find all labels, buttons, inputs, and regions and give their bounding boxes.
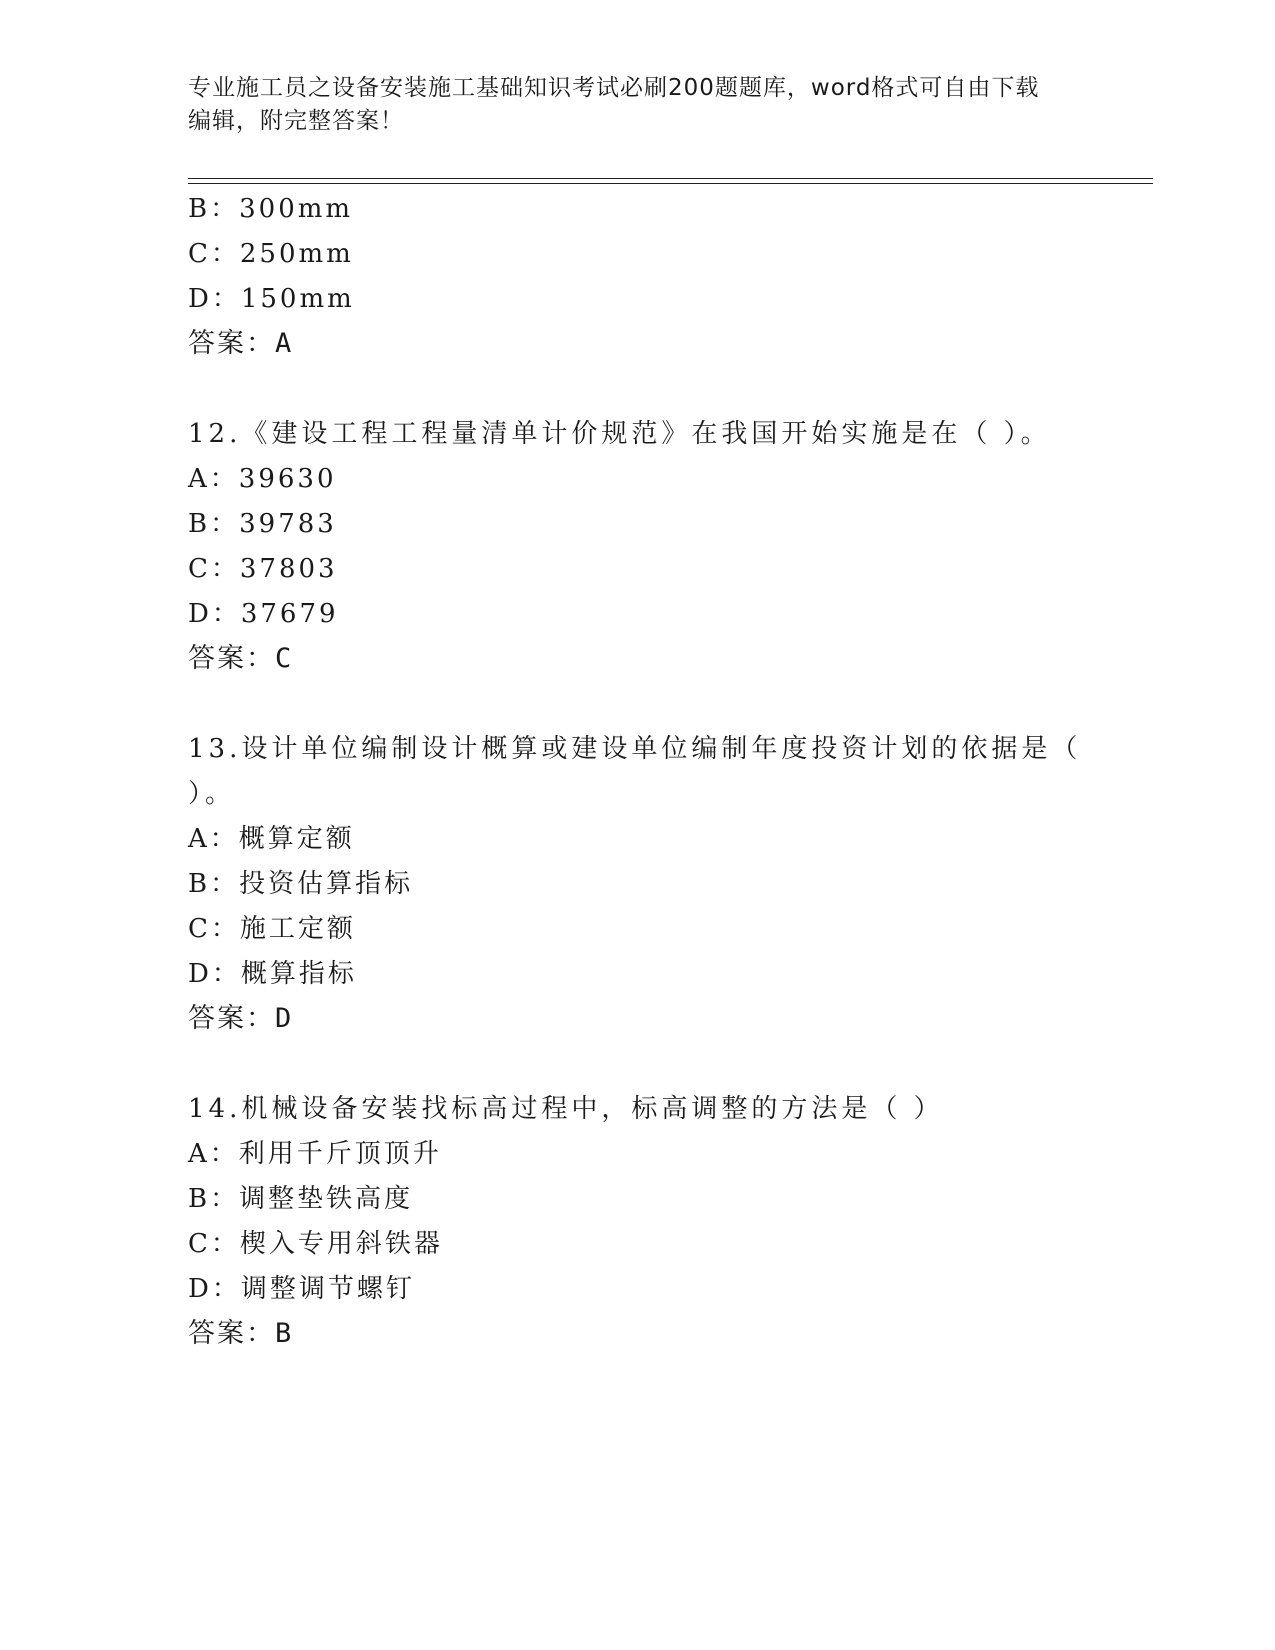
question-14-answer [188,1319,293,1349]
document-header [188,72,1088,138]
question-12-option-b: B：39783 [188,509,337,539]
question-12-option-d: D：37679 [188,599,339,629]
answer-label: 答案： [188,328,275,359]
header-divider-bottom [188,183,1153,184]
question-13-option-c: C：施工定额 [188,914,356,944]
prev-answer [188,329,293,359]
question-13-answer [188,1004,293,1034]
answer-label: 答案： [188,1318,275,1349]
prev-option-d: D：150mm [188,284,355,314]
question-14-option-b: B：调整垫铁高度 [188,1184,414,1214]
answer-value: D [275,1003,294,1034]
question-14-text: 14.机械设备安装找标高过程中，标高调整的方法是（ ） [188,1094,944,1124]
answer-value: B [275,1318,294,1349]
prev-option-b: B：300mm [188,194,354,224]
question-12-option-c: C：37803 [188,554,338,584]
prev-option-c: C：250mm [188,239,354,269]
question-12-option-a: A：39630 [188,464,337,494]
answer-label: 答案： [188,1003,275,1034]
question-14-option-c: C：楔入专用斜铁器 [188,1229,443,1259]
header-title-line-2: 编辑，附完整答案！ [188,108,404,134]
question-13-text-line-2: ）。 [188,779,236,809]
answer-label: 答案： [188,643,275,674]
answer-value: C [275,643,294,674]
answer-value: A [275,328,294,359]
question-12-answer [188,644,293,674]
header-divider-top [188,178,1153,179]
question-14-option-d: D：调整调节螺钉 [188,1274,415,1304]
question-13-option-a: A：概算定额 [188,824,355,854]
question-13-option-d: D：概算指标 [188,959,357,989]
question-12-text: 12.《建设工程工程量清单计价规范》在我国开始实施是在（ ）。 [188,419,1051,449]
question-13-text-line-1: 13.设计单位编制设计概算或建设单位编制年度投资计划的依据是（ [188,734,1082,764]
question-13-option-b: B：投资估算指标 [188,869,414,899]
header-title-line-1: 专业施工员之设备安装施工基础知识考试必刷200题题库，word格式可自由下载 [188,75,1040,101]
question-14-option-a: A：利用千斤顶顶升 [188,1139,442,1169]
